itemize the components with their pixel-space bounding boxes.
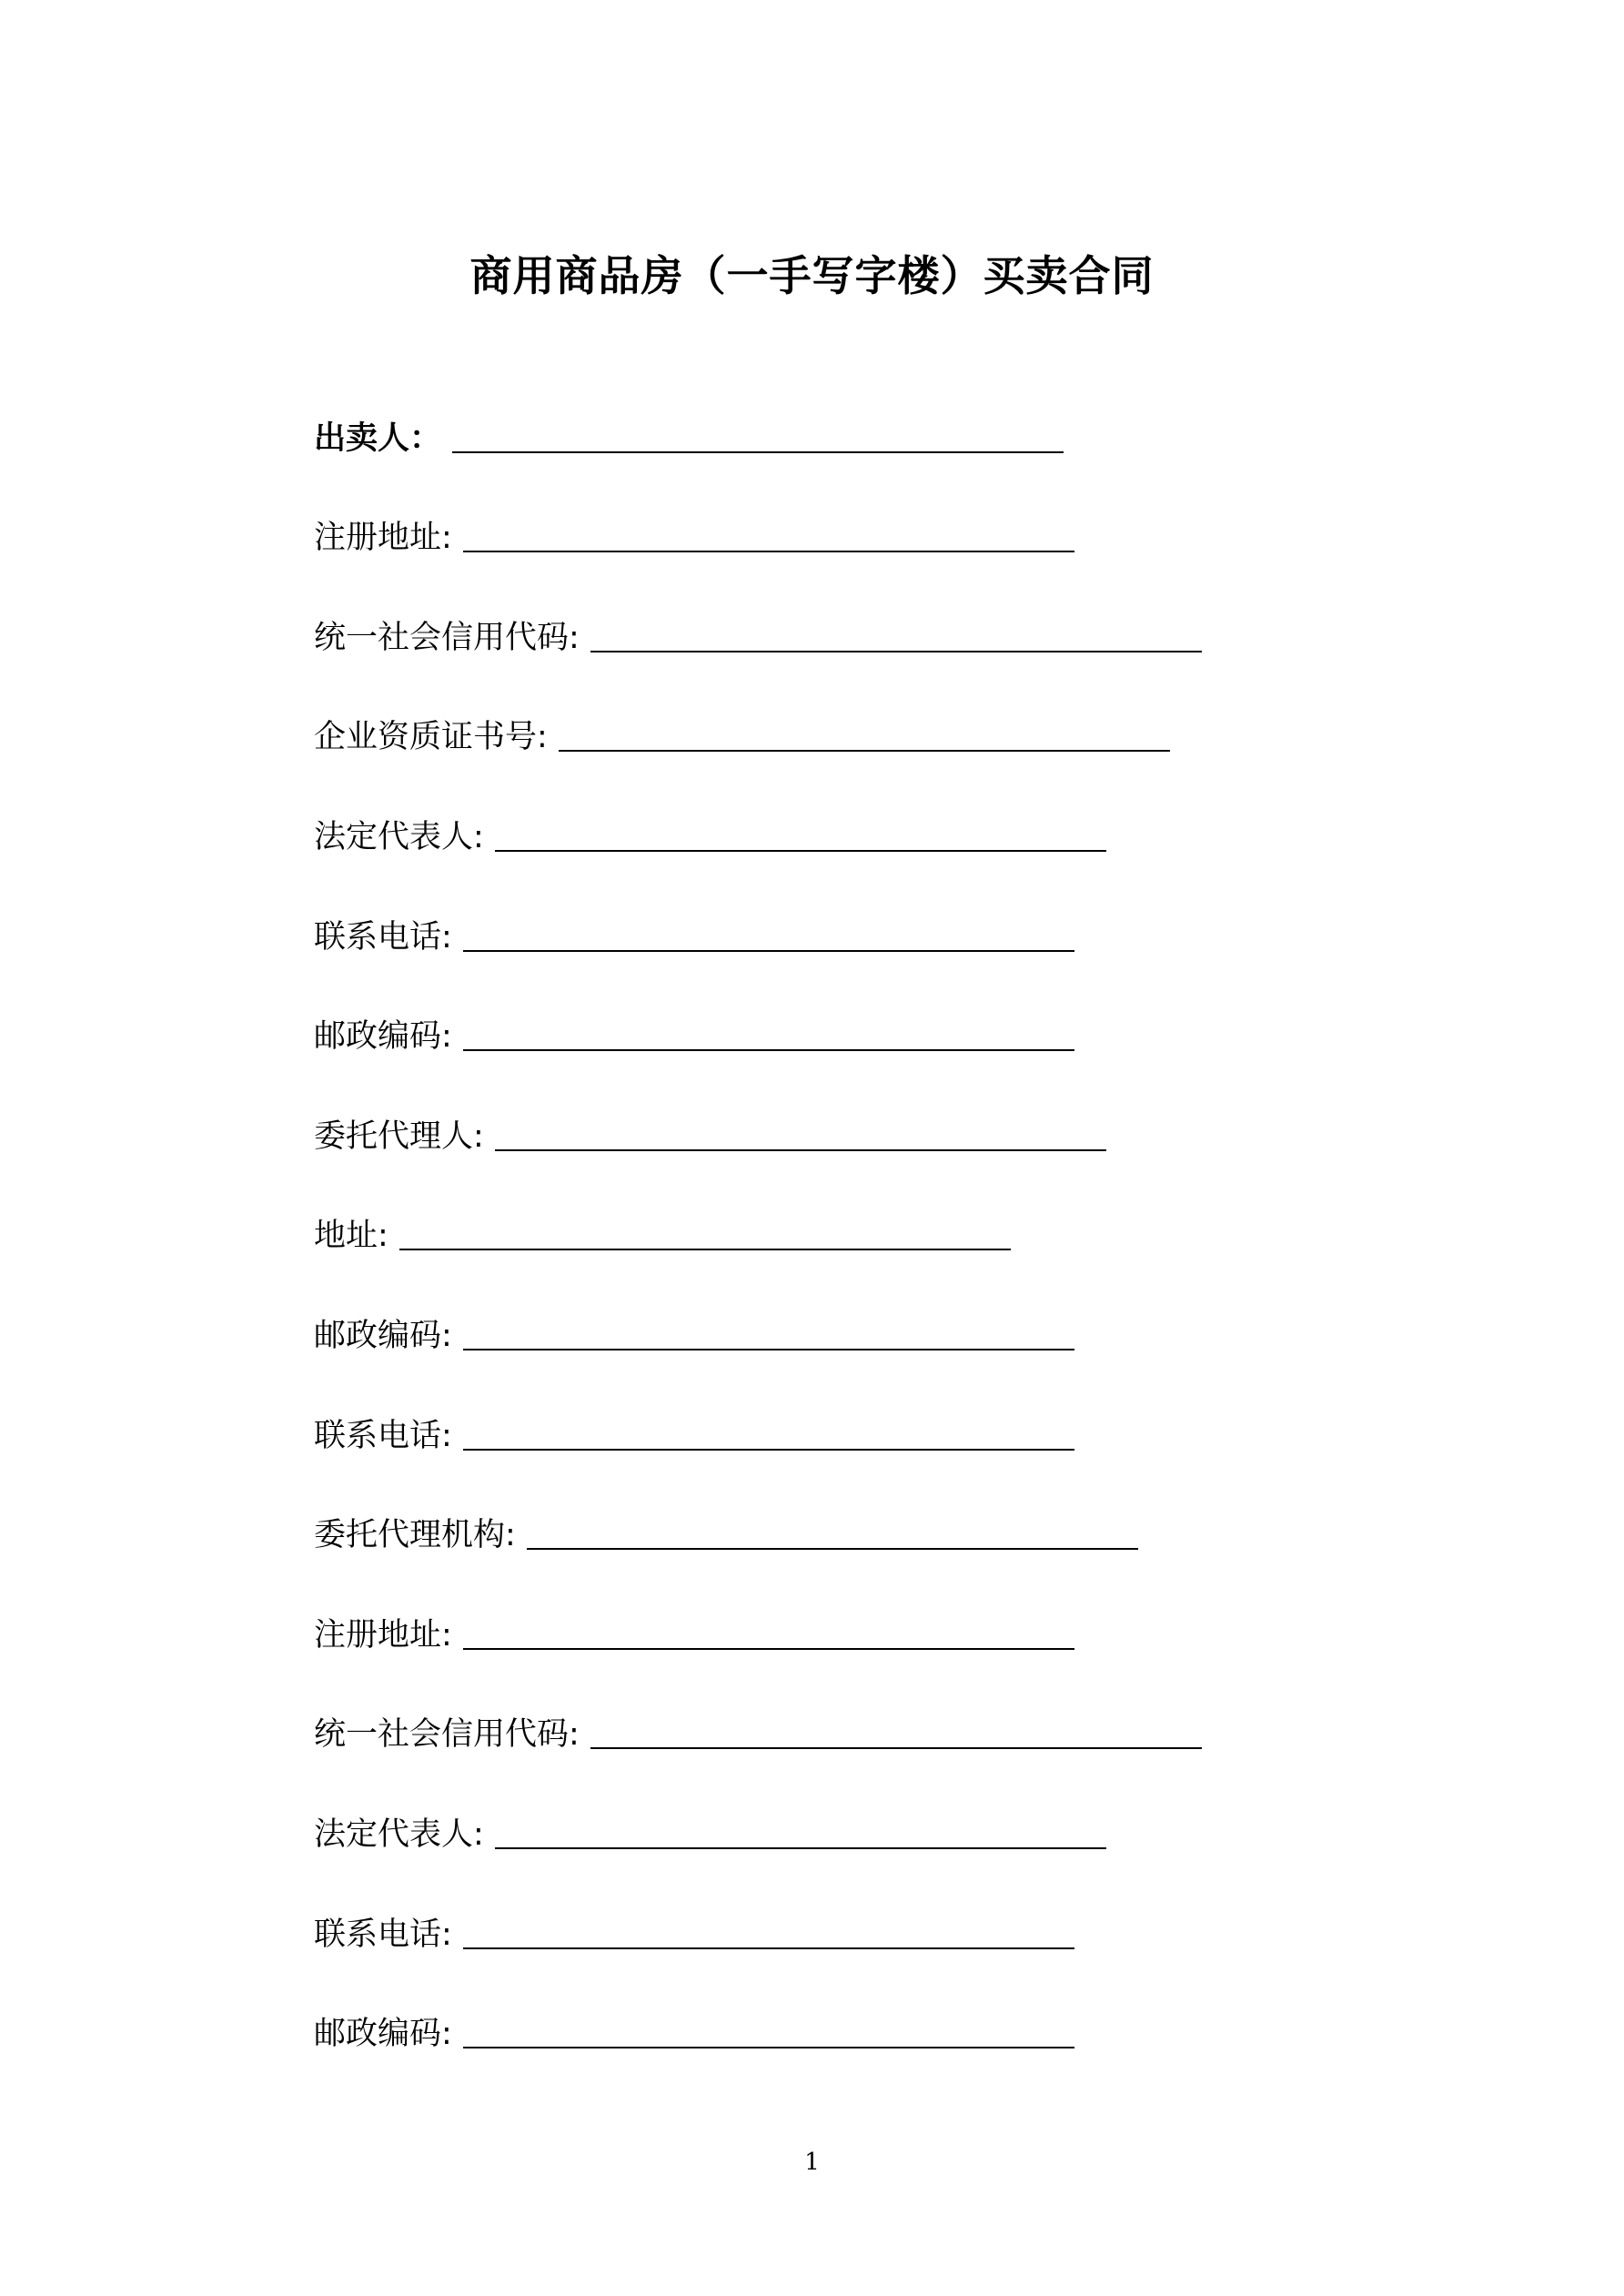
blank-line xyxy=(463,1349,1074,1350)
field-registered-address xyxy=(314,466,1333,566)
field-postal-code xyxy=(314,965,1333,1065)
field-label: 邮政编码: xyxy=(314,2016,452,2053)
field-phone xyxy=(314,1862,1333,1962)
blank-line xyxy=(452,451,1064,453)
field-postal-code xyxy=(314,1263,1333,1363)
blank-line xyxy=(399,1249,1011,1250)
field-label: 委托代理人: xyxy=(314,1118,484,1155)
field-label: 注册地址: xyxy=(314,520,452,557)
blank-line xyxy=(463,1947,1074,1949)
blank-line xyxy=(495,850,1106,852)
field-phone xyxy=(314,1363,1333,1463)
blank-line xyxy=(463,1648,1074,1650)
field-label: 委托代理机构: xyxy=(314,1517,516,1554)
field-legal-representative xyxy=(314,764,1333,865)
field-label: 邮政编码: xyxy=(314,1317,452,1354)
blank-line xyxy=(463,1449,1074,1451)
field-legal-representative xyxy=(314,1762,1333,1862)
blank-line xyxy=(559,750,1170,752)
field-postal-code xyxy=(314,1962,1333,2062)
blank-line xyxy=(463,950,1074,952)
field-label: 法定代表人: xyxy=(314,818,484,855)
blank-line xyxy=(463,2047,1074,2048)
field-credit-code xyxy=(314,1663,1333,1763)
field-qualification-certificate xyxy=(314,665,1333,765)
blank-line xyxy=(590,651,1202,652)
blank-line xyxy=(590,1747,1202,1749)
field-label: 法定代表人: xyxy=(314,1816,484,1853)
field-label: 出卖人： xyxy=(314,420,442,457)
field-agency xyxy=(314,1463,1333,1563)
page-number: 1 xyxy=(804,2149,820,2176)
field-address xyxy=(314,1164,1333,1264)
blank-line xyxy=(495,1149,1106,1151)
party-fields xyxy=(314,366,1333,2061)
field-label: 联系电话: xyxy=(314,918,452,956)
field-registered-address xyxy=(314,1563,1333,1663)
field-phone xyxy=(314,865,1333,965)
field-label: 联系电话: xyxy=(314,1417,452,1454)
field-label: 企业资质证书号: xyxy=(314,719,548,756)
field-credit-code xyxy=(314,565,1333,665)
blank-line xyxy=(463,551,1074,552)
blank-line xyxy=(527,1548,1138,1550)
field-label: 注册地址: xyxy=(314,1616,452,1654)
field-label: 邮政编码: xyxy=(314,1018,452,1056)
document-title: 商用商品房（一手写字楼）买卖合同 xyxy=(469,251,1155,300)
field-label: 统一社会信用代码: xyxy=(314,1716,580,1754)
field-seller xyxy=(314,366,1333,466)
field-label: 统一社会信用代码: xyxy=(314,619,580,656)
field-label: 联系电话: xyxy=(314,1916,452,1953)
blank-line xyxy=(463,1049,1074,1051)
field-authorized-agent xyxy=(314,1064,1333,1164)
blank-line xyxy=(495,1847,1106,1849)
field-label: 地址: xyxy=(314,1218,388,1255)
